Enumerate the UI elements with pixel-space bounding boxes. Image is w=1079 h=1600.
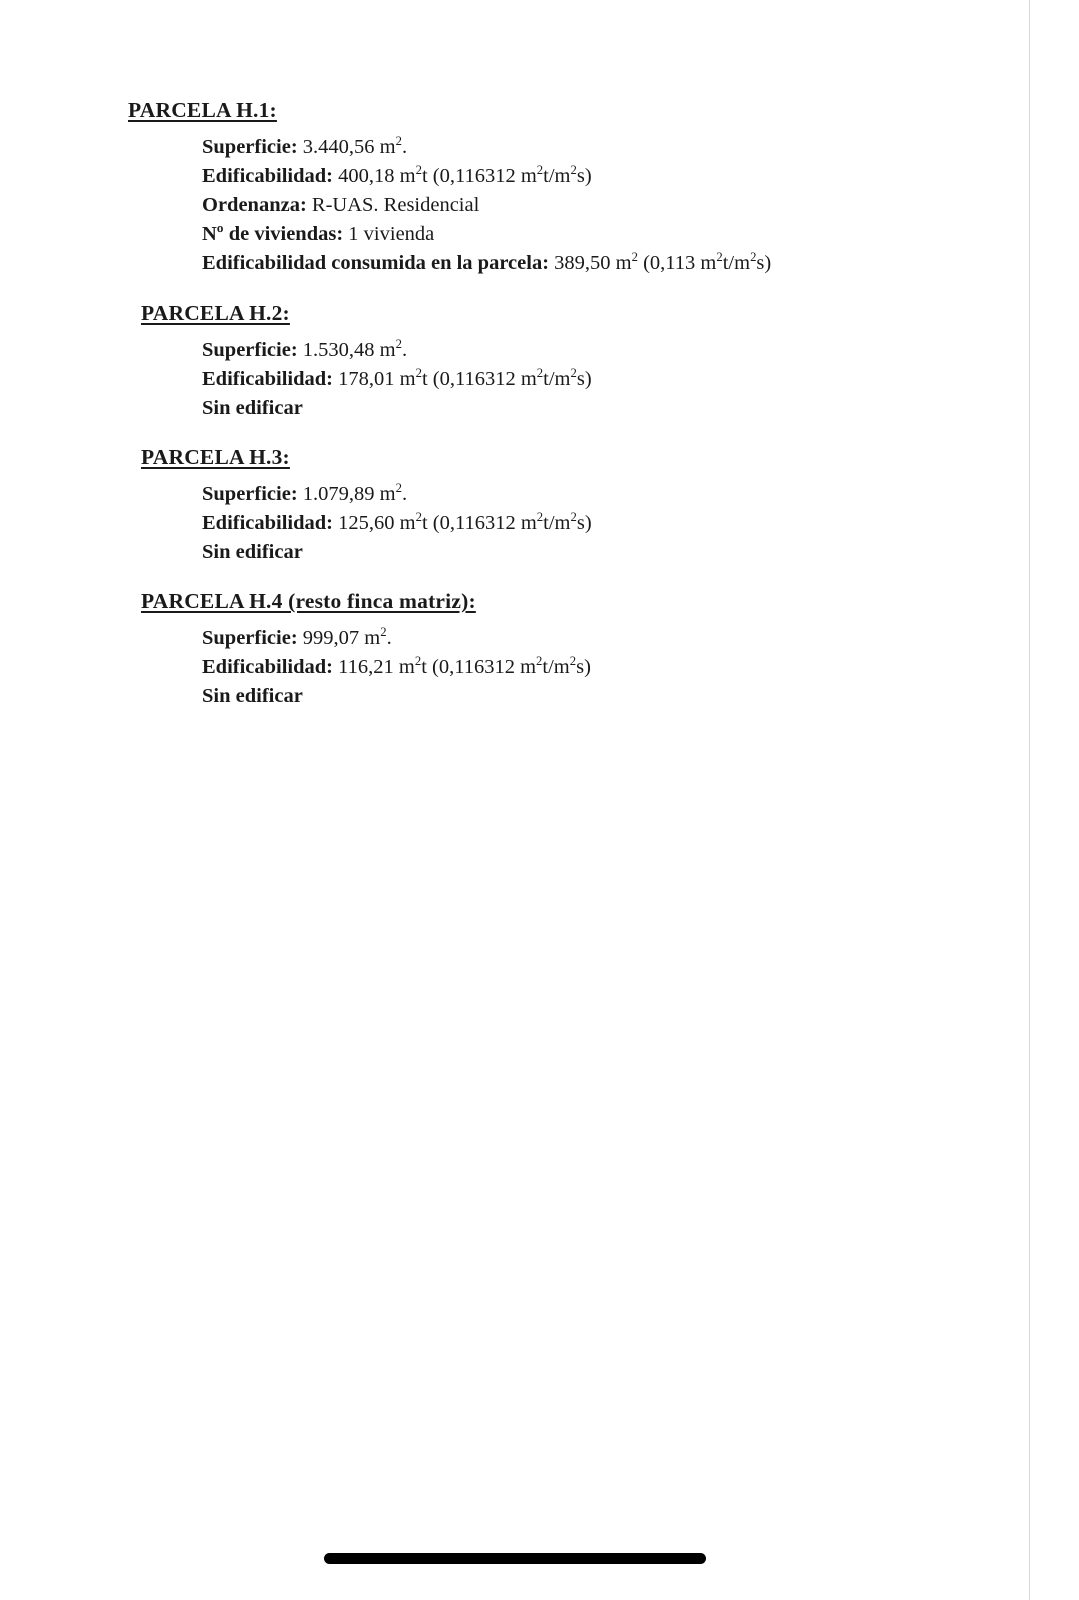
parcel-section-h2 <box>128 301 948 423</box>
parcel-title: PARCELA H.4 (resto finca matriz): <box>141 589 476 614</box>
parcel-title: PARCELA H.3: <box>141 444 290 469</box>
detail-value: 125,60 $m^2t$ (0,116312 $m^2t/m^2s$) <box>333 510 592 534</box>
detail-value: 178,01 $m^2t$ (0,116312 $m^2t/m^2s$) <box>333 365 592 390</box>
detail-line <box>202 624 948 653</box>
detail-label: Edificabilidad: <box>202 511 334 534</box>
detail-label: Edificabilidad: <box>202 165 334 188</box>
detail-label: Nº de viviendas: <box>202 223 344 246</box>
detail-value: 116,21 $m^2t$ (0,116312 $m^2t/m^2s$) <box>333 654 591 679</box>
detail-line <box>202 191 948 220</box>
detail-line <box>202 538 948 567</box>
detail-line <box>202 220 948 249</box>
page-gutter <box>1031 0 1079 1600</box>
detail-line <box>202 653 948 682</box>
detail-value: 1.079,89 $m^2$. <box>297 481 408 505</box>
document-content <box>128 98 948 734</box>
parcel-detail-list <box>128 133 948 279</box>
detail-line <box>202 480 948 509</box>
detail-value: 1 vivienda <box>343 223 435 246</box>
detail-label: Superficie: <box>202 136 298 158</box>
parcel-detail-list <box>128 480 948 567</box>
detail-label: Superficie: <box>202 482 298 505</box>
parcel-detail-list <box>128 336 948 423</box>
parcel-section-h1 <box>128 98 948 279</box>
detail-value: 389,50 $m^2$ (0,113 $m^2t/m^2s$) <box>549 250 772 275</box>
detail-line <box>202 336 948 365</box>
detail-line <box>202 249 948 278</box>
detail-label: Superficie: <box>202 627 298 650</box>
detail-label: Sin edificar <box>202 541 303 564</box>
detail-label: Sin edificar <box>202 396 303 419</box>
parcel-section-h4 <box>128 589 948 711</box>
home-indicator[interactable] <box>324 1553 706 1564</box>
detail-value: 999,07 $m^2$. <box>297 625 392 650</box>
detail-value: 1.530,48 $m^2$. <box>297 336 408 361</box>
detail-label: Edificabilidad: <box>202 656 334 679</box>
detail-label: Sin edificar <box>202 685 303 708</box>
detail-label: Edificabilidad consumida en la parcela: <box>202 252 550 275</box>
detail-line <box>202 162 948 191</box>
detail-value: R-UAS. Residencial <box>306 194 480 217</box>
detail-line <box>202 682 948 711</box>
parcel-section-h3 <box>128 445 948 567</box>
parcel-detail-list <box>128 624 948 711</box>
detail-line <box>202 509 948 538</box>
detail-label: Edificabilidad: <box>202 367 334 390</box>
parcel-title: PARCELA H.2: <box>141 300 290 325</box>
parcel-title: PARCELA H.1: <box>128 98 277 122</box>
detail-label: Superficie: <box>202 338 298 361</box>
detail-label: Ordenanza: <box>202 194 307 217</box>
detail-line <box>202 133 948 162</box>
detail-line <box>202 365 948 394</box>
detail-value: 400,18 $m^2t$ (0,116312 $m^2t/m^2s$) <box>333 163 592 188</box>
detail-line <box>202 394 948 423</box>
detail-value: 3.440,56 $m^2$. <box>297 134 408 158</box>
